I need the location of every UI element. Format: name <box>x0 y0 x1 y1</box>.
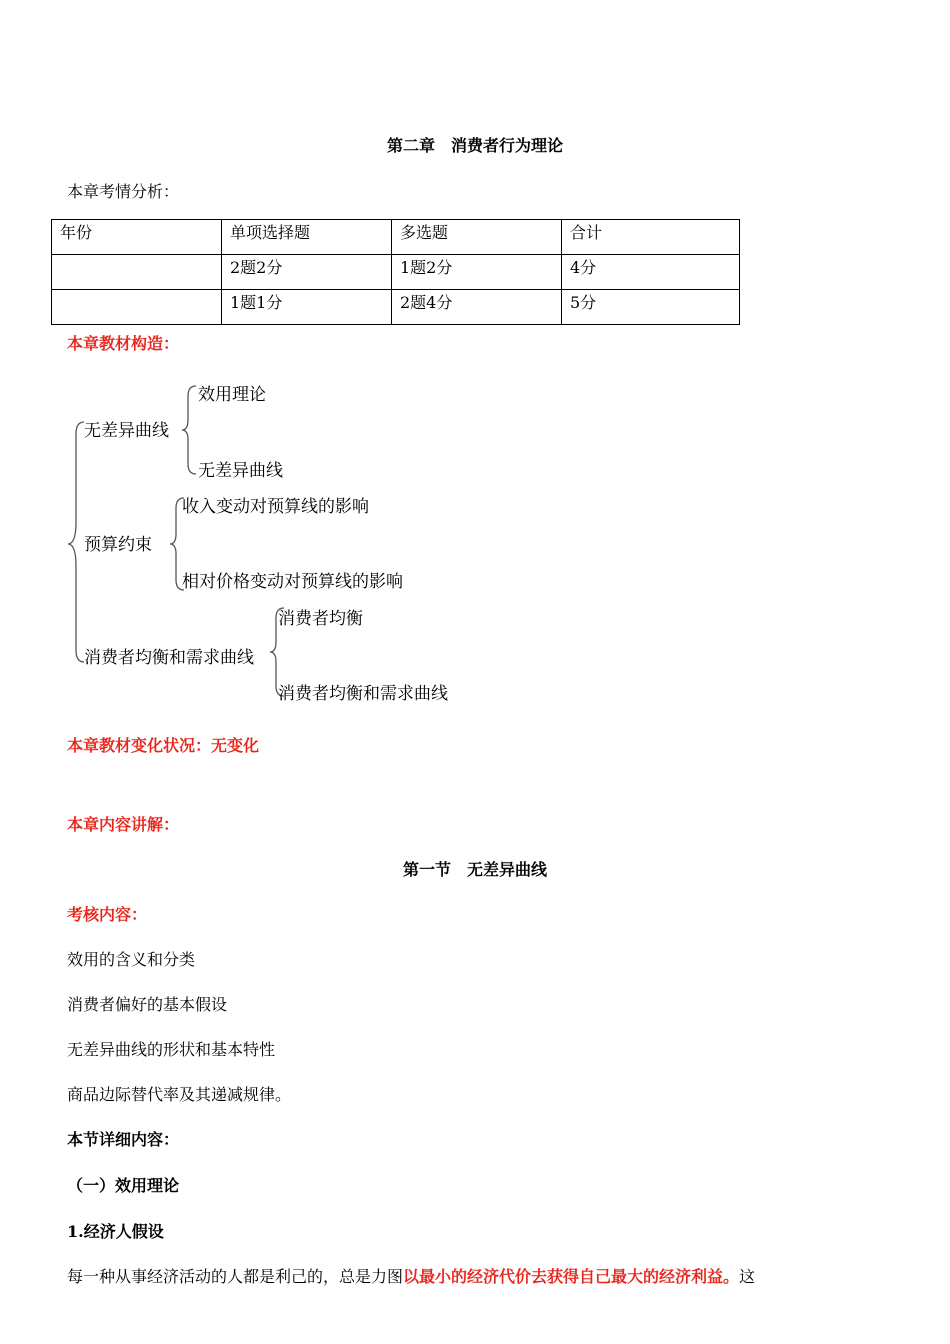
table-cell: 2题2分 <box>222 255 392 290</box>
subsection-title: （一）效用理论 <box>67 1176 180 1195</box>
paragraph-tail: 这 <box>739 1267 756 1286</box>
exam-content-label: 考核内容： <box>67 905 148 924</box>
change-label: 本章教材变化状况：无变化 <box>67 736 260 755</box>
table-cell: 2题4分 <box>392 290 562 325</box>
exam-point: 商品边际替代率及其递减规律。 <box>67 1085 292 1104</box>
point-title: 1.经济人假设 <box>67 1222 164 1241</box>
exam-point: 消费者偏好的基本假设 <box>67 995 228 1014</box>
exam-analysis-label: 本章考情分析： <box>67 182 180 201</box>
outer-brace <box>68 422 84 662</box>
chapter-title: 第二章 消费者行为理论 <box>386 136 563 155</box>
table-header-cell: 多选题 <box>392 220 562 255</box>
table-row <box>52 255 740 290</box>
exam-point: 无差异曲线的形状和基本特性 <box>67 1040 276 1059</box>
brace-group-1 <box>182 386 196 474</box>
structure-diagram <box>60 372 480 702</box>
table-header-cell: 年份 <box>52 220 222 255</box>
tree-leaf-consumer-equilibrium: 消费者均衡 <box>278 609 363 629</box>
table-row <box>52 290 740 325</box>
section-title: 第一节 无差异曲线 <box>402 860 547 879</box>
exam-table <box>51 219 740 325</box>
detail-label: 本节详细内容： <box>67 1130 180 1149</box>
table-cell: 1题2分 <box>392 255 562 290</box>
tree-leaf-utility-theory: 效用理论 <box>198 385 266 405</box>
structure-label: 本章教材构造： <box>67 334 180 353</box>
table-cell: 5分 <box>562 290 740 325</box>
content-label: 本章内容讲解： <box>67 815 180 834</box>
tree-leaf-indifference-curve: 无差异曲线 <box>198 461 283 481</box>
table-cell <box>52 290 222 325</box>
tree-leaf-equilibrium-demand-curve: 消费者均衡和需求曲线 <box>278 684 448 704</box>
table-cell: 1题1分 <box>222 290 392 325</box>
paragraph-highlight: 以最小的经济代价去获得自己最大的经济利益。 <box>403 1267 740 1286</box>
tree-node-indifference-curve: 无差异曲线 <box>84 421 169 441</box>
table-header-cell: 合计 <box>562 220 740 255</box>
paragraph <box>67 1264 755 1287</box>
paragraph-text: 每一种从事经济活动的人都是利己的，总是力图 <box>67 1267 404 1286</box>
tree-node-budget-constraint: 预算约束 <box>84 535 152 555</box>
exam-point: 效用的含义和分类 <box>67 950 196 969</box>
table-header-cell: 单项选择题 <box>222 220 392 255</box>
tree-node-consumer-equilibrium-demand: 消费者均衡和需求曲线 <box>84 648 254 668</box>
tree-leaf-income-change: 收入变动对预算线的影响 <box>182 497 369 517</box>
table-cell: 4分 <box>562 255 740 290</box>
tree-leaf-price-change: 相对价格变动对预算线的影响 <box>182 572 403 592</box>
table-cell <box>52 255 222 290</box>
table-header-row <box>52 220 740 255</box>
